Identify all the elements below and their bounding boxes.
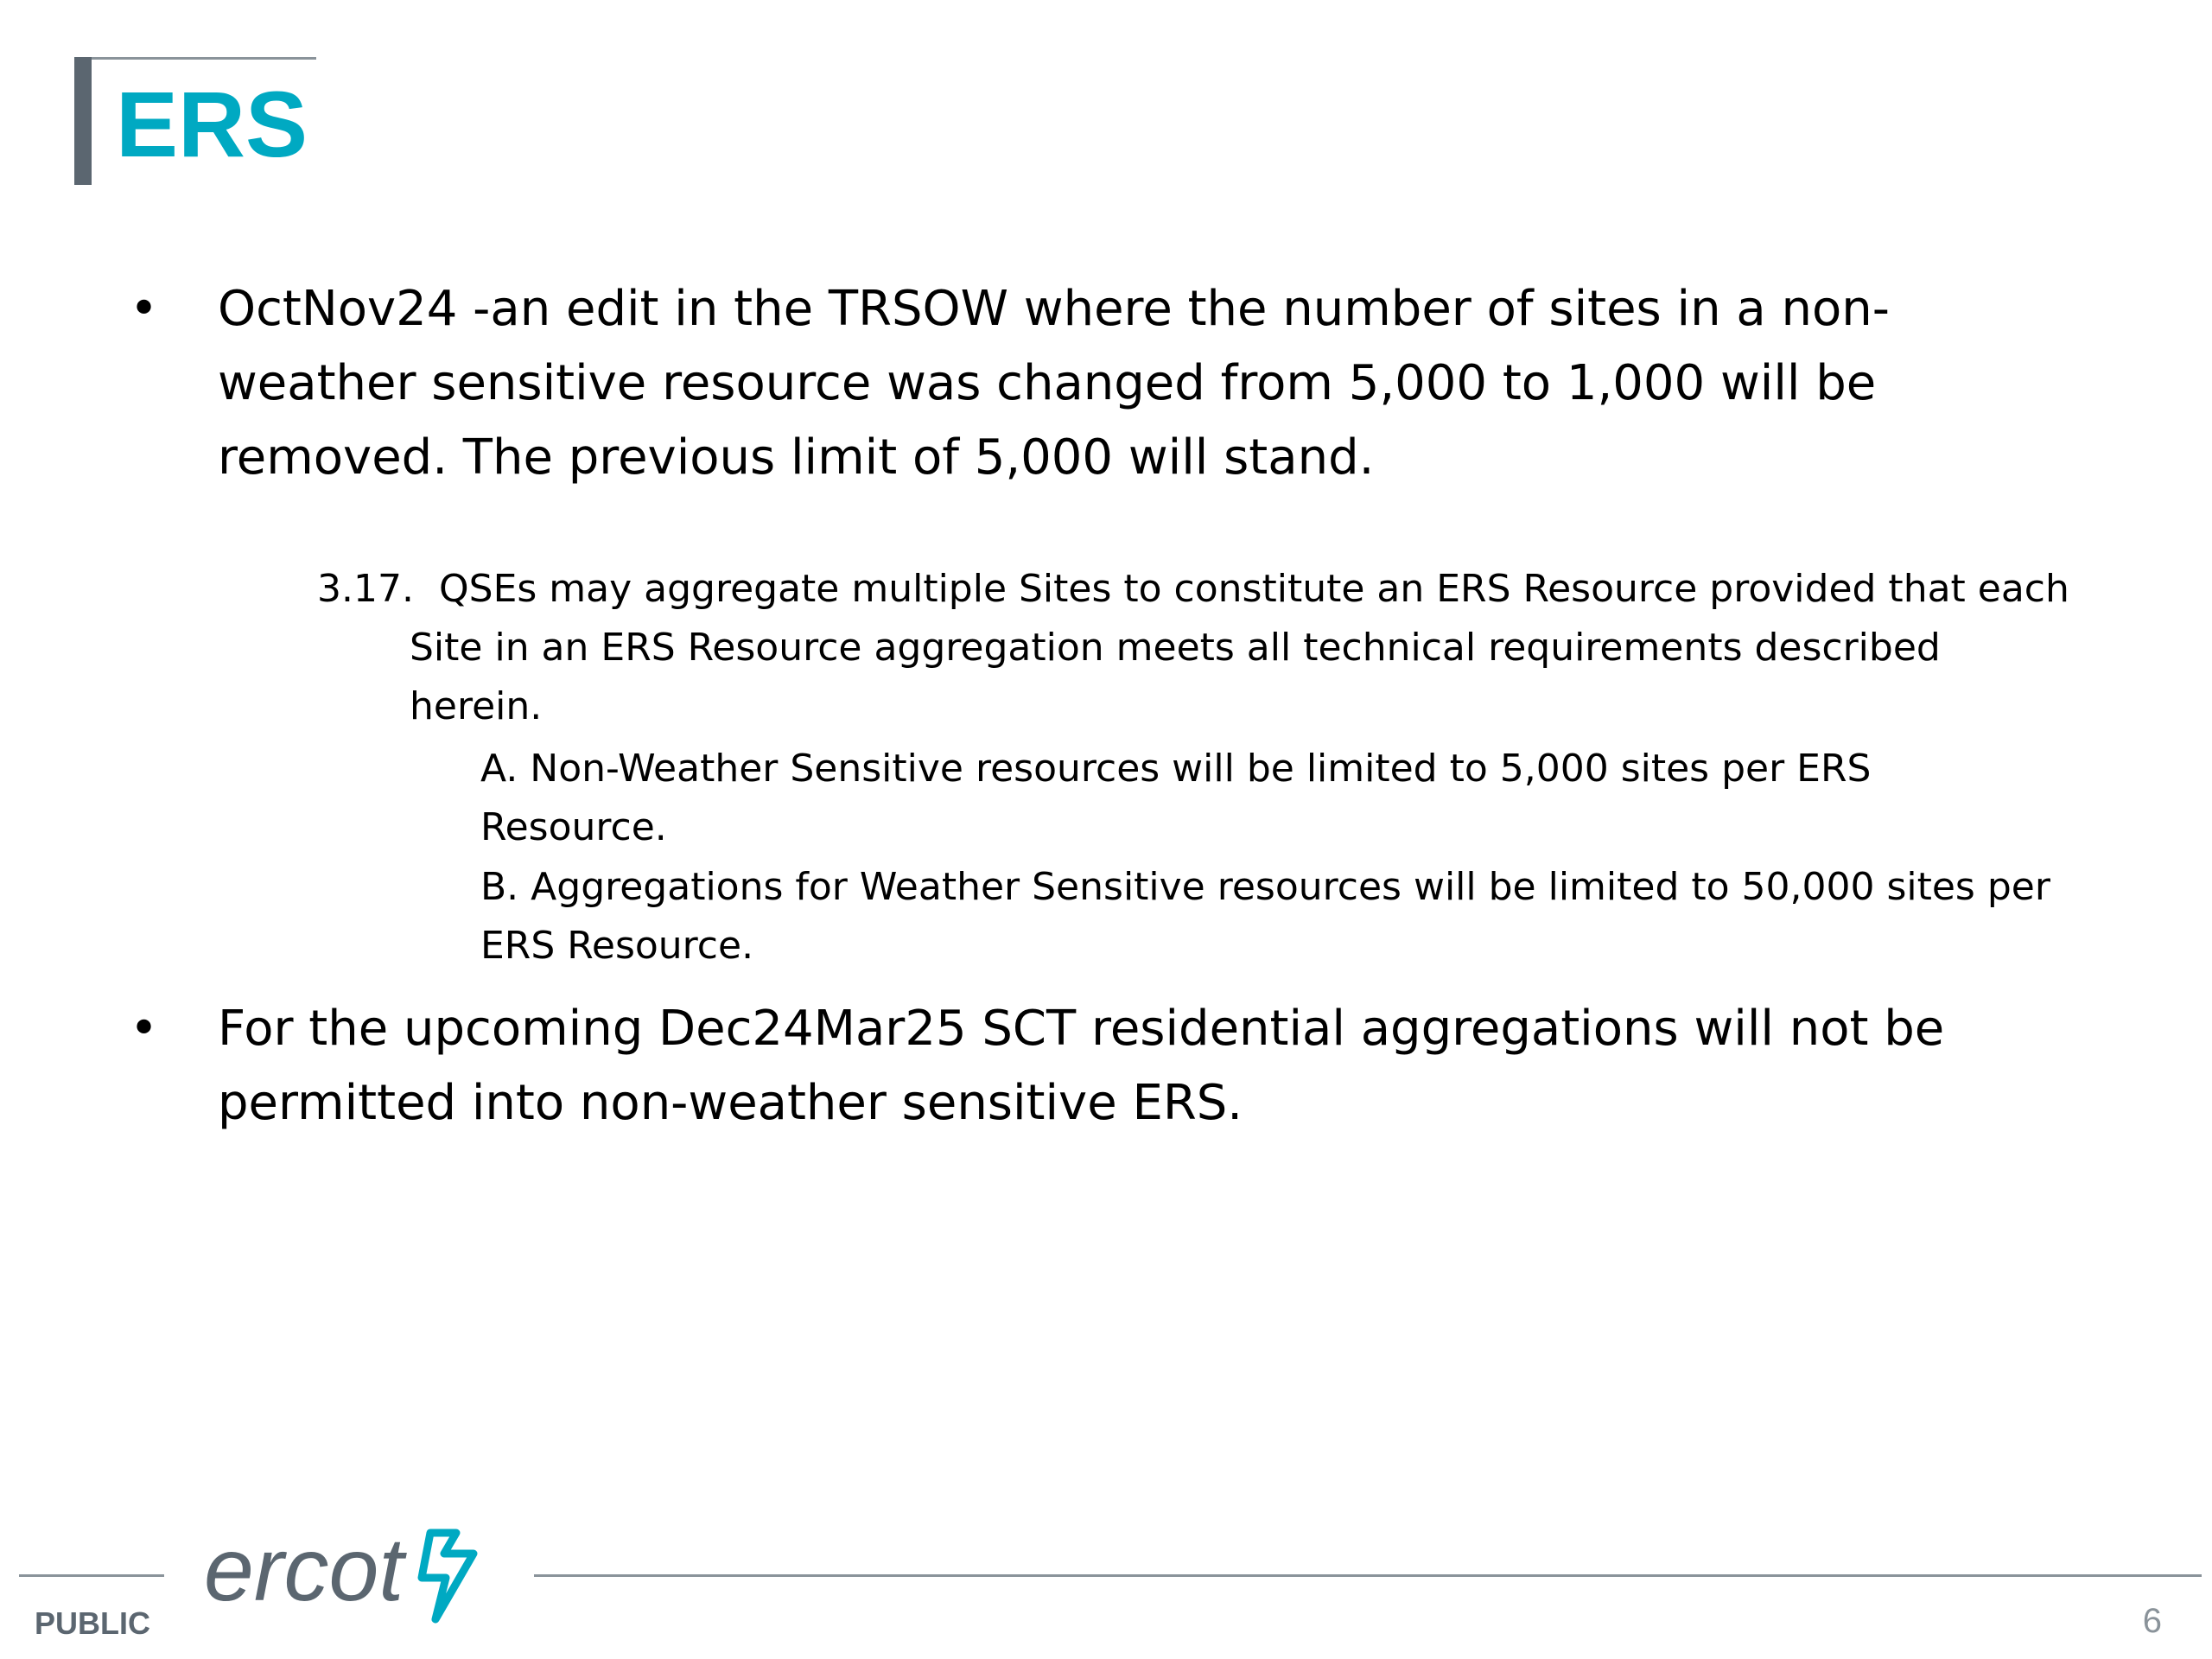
title-top-rule xyxy=(74,57,316,60)
slide-title: ERS xyxy=(116,72,308,176)
clause-line: Site in an ERS Resource aggregation meets all technical requirements described xyxy=(410,626,1941,670)
clause-line: QSEs may aggregate multiple Sites to constitute an ERS Resource provided that each xyxy=(439,567,2069,611)
title-left-bar xyxy=(74,57,92,185)
ercot-logo xyxy=(204,1509,498,1630)
page-number: 6 xyxy=(2142,1602,2162,1640)
bullet-marker: • xyxy=(130,281,159,337)
footer-rule-left xyxy=(19,1574,164,1577)
bullet-text: OctNov24 -an edit in the TRSOW where the number of sites in a non-weather sensitive resource was changed from 5,000 to 1,000 will be removed. The previous limit of 5,000 will stand. xyxy=(218,281,1890,486)
clause-line: herein. xyxy=(410,684,543,728)
bullet-text: For the upcoming Dec24Mar25 SCT residential aggregations will not be permitted into non-weather sensitive ERS. xyxy=(218,1001,1945,1131)
sub-item-a-line: A. Non-Weather Sensitive resources will be limited to 5,000 sites per ERS xyxy=(480,747,1872,791)
footer-rule-right xyxy=(534,1574,2202,1577)
clause-number: 3.17. xyxy=(317,567,414,611)
logo-wordmark: ercot xyxy=(204,1520,404,1620)
bullet-marker: • xyxy=(130,1001,159,1057)
sub-item-b-line: B. Aggregations for Weather Sensitive resources will be limited to 50,000 sites per xyxy=(480,865,2050,909)
sub-item-b-line: ERS Resource. xyxy=(480,924,754,968)
lightning-bolt-icon xyxy=(422,1533,474,1619)
classification-label: PUBLIC xyxy=(35,1605,150,1641)
sub-item-a-line: Resource. xyxy=(480,805,667,849)
